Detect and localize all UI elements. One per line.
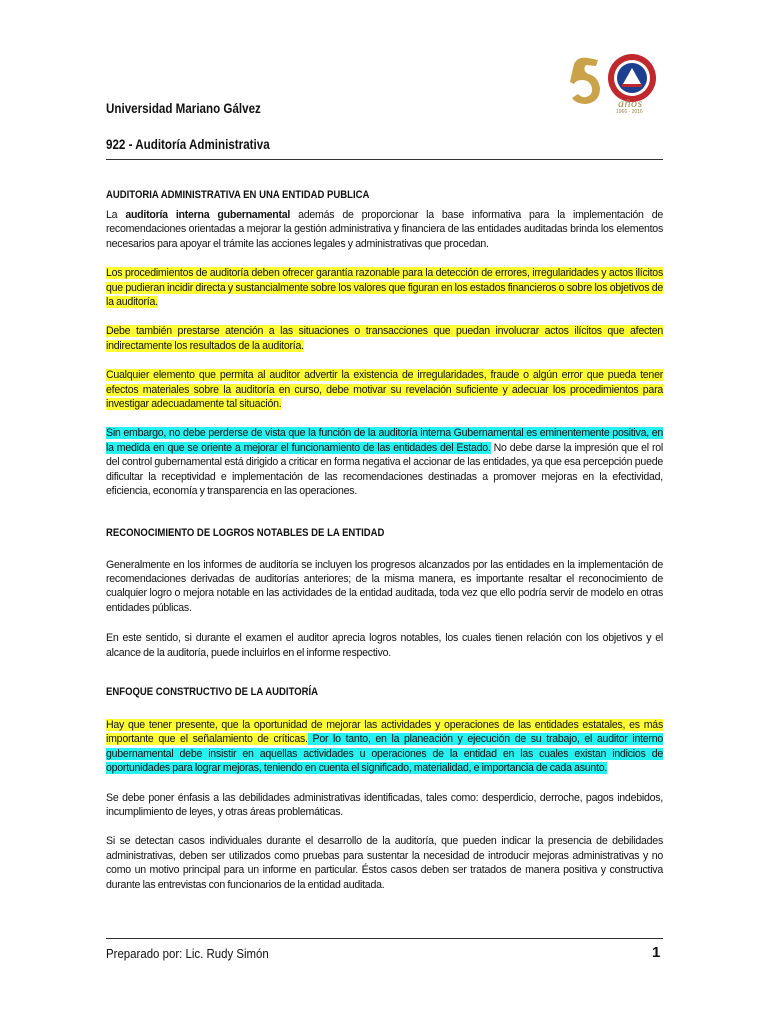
course-title: 922 - Auditoría Administrativa [106, 137, 270, 152]
document-body [106, 188, 663, 892]
paragraph: Generalmente en los informes de auditoría se incluyen los progresos alcanzados por las entidades en la implementación de recomendaciones derivadas de auditorías anteriores; de la misma manera, es importante resaltar el reconocimiento de cualquier logro o mejora notable en las actividades de la entidad auditada, toda vez que ello podría servir de modelo en otras entidades públicas. [106, 558, 663, 614]
footer-divider [106, 938, 663, 939]
paragraph-highlighted [106, 266, 663, 309]
university-50-years-logo [568, 50, 666, 130]
text-run: No debe darse la impresión que el rol del control gubernamental está dirigido a criticar en forma negativa el accionar de las entidades, ya que esa percepción puede dificultar la receptividad e implementación de las recomendaciones destinadas a promover mejoras en la efectividad, eficiencia, economía y transparencia en las operaciones. [106, 441, 663, 498]
paragraph: En este sentido, si durante el examen el auditor aprecia logros notables, los cuales tienen relación con los objetivos y el alcance de la auditoría, puede incluirlos en el informe respectivo. [106, 632, 663, 659]
yellow-highlight: Cualquier elemento que permita al auditor advertir la existencia de irregularidades, fraude o algún error que pueda tener efectos materiales sobre la auditoría en curso, debe motivar su revelación suficiente y adecuar los procedimientos para investigar adecuadamente tal situación. [106, 369, 663, 411]
cyan-highlight: Sin embargo, no debe perderse de vista que la función de la auditoría interna Gubernamental es eminentemente positiva, en la medida en que se oriente a mejorar el funcionamiento de las entidades del Estado. [106, 427, 663, 454]
yellow-highlight: Debe también prestarse atención a las situaciones o transacciones que puedan involucrar actos ilícitos que afecten indirectamente los resultados de la auditoría. [106, 325, 663, 352]
bold-term: auditoría interna gubernamental [125, 209, 291, 221]
logo-years-label: años [618, 96, 643, 110]
paragraph-highlighted [106, 368, 663, 411]
logo-years-range: 1966 - 2016 [616, 109, 643, 115]
section-title-auditoria-entidad-publica: AUDITORIA ADMINISTRATIVA EN UNA ENTIDAD PUBLICA [106, 189, 370, 201]
paragraph: Si se detectan casos individuales durante el desarrollo de la auditoría, que pueden indicar la presencia de debilidades administrativas, deben ser utilizados como pruebas para sustentar la necesidad de introducir mejoras administrativas y no como un motivo principal para un informe en particular. Éstos casos deben ser tratados de manera positiva y constructiva durante las entrevistas con funcionarios de la entidad auditada. [106, 835, 663, 891]
paragraph [106, 426, 663, 498]
text-run: además de proporcionar la base informativa para la implementación de recomendaciones orientadas a mejorar la gestión administrativa y financiera de las entidades auditadas brinda los elementos necesarios para apoyar el trámite las acciones legales y administrativas que procedan. [106, 209, 663, 250]
paragraph [106, 208, 663, 251]
paragraph-highlighted [106, 718, 663, 776]
header-divider [106, 159, 663, 160]
page-number: 1 [652, 944, 661, 961]
yellow-highlight: Los procedimientos de auditoría deben ofrecer garantía razonable para la detección de errores, irregularidades y actos ilícitos que pudieran incidir directa y sustancialmente sobre los valores que figuran en los estados financieros o sobre los objetivos de la auditoría. [106, 267, 663, 309]
paragraph-highlighted [106, 324, 663, 353]
yellow-highlight: Hay que tener presente, que la oportunidad de mejorar las actividades y operaciones de las entidades estatales, es más importante que el señalamiento de críticas. [106, 718, 663, 746]
paragraph: Se debe poner énfasis a las debilidades administrativas identificadas, tales como: desperdicio, derroche, pagos indebidos, incumplimiento de leyes, y otras áreas problemáticas. [106, 791, 663, 818]
seal-base-icon [622, 84, 642, 87]
text-run: La [106, 209, 126, 221]
university-name: Universidad Mariano Gálvez [106, 101, 261, 116]
footer-prepared-by: Preparado por: Lic. Rudy Simón [106, 946, 269, 961]
section-title-logros-notables: RECONOCIMIENTO DE LOGROS NOTABLES DE LA ENTIDAD [106, 526, 385, 539]
cyan-highlight: Por lo tanto, en la planeación y ejecución de su trabajo, el auditor interno gubernamental debe insistir en aquellas actividades u operaciones de la entidad en las cuales existan indicios de oportunidades para lograr mejoras, teniendo en cuenta el significado, materialidad, e importancia de cada asunto. [106, 733, 663, 775]
numeral-five-shape [570, 58, 600, 104]
section-title-enfoque-constructivo: ENFOQUE CONSTRUCTIVO DE LA AUDITORÍA [106, 685, 319, 698]
